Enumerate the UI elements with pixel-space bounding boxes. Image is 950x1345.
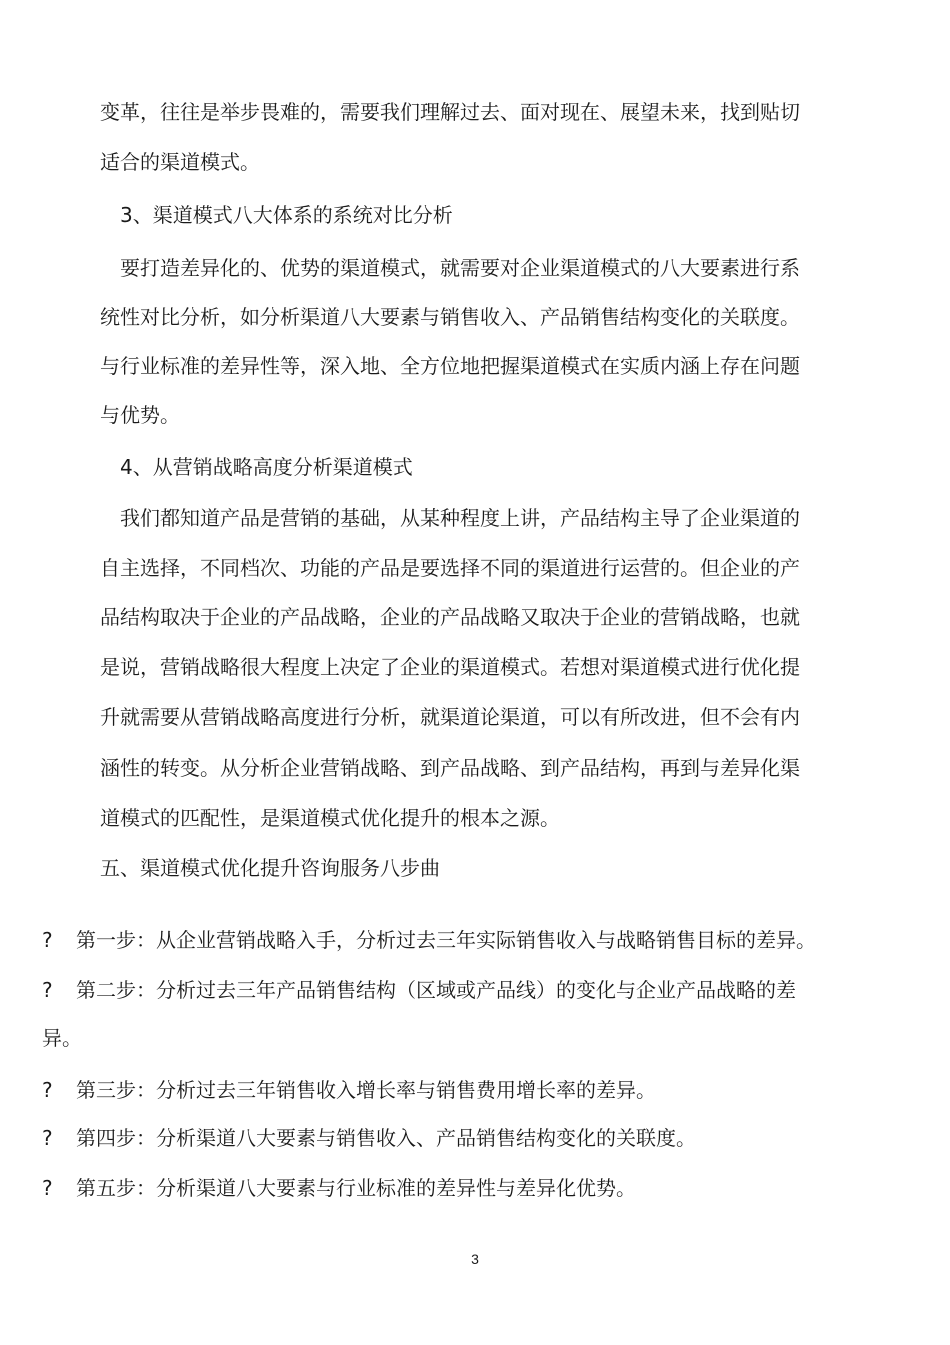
bullet-marker: ? xyxy=(42,1126,53,1150)
step-item: 第三步：分析过去三年销售收入增长率与销售费用增长率的差异。 xyxy=(76,1078,656,1102)
bullet-marker: ? xyxy=(42,978,53,1002)
step-item: 第四步：分析渠道八大要素与销售收入、产品销售结构变化的关联度。 xyxy=(76,1126,696,1150)
paragraph-line: 变革，往往是举步畏难的，需要我们理解过去、面对现在、展望未来，找到贴切 xyxy=(100,100,800,124)
section-heading-5: 五、渠道模式优化提升咨询服务八步曲 xyxy=(100,856,440,880)
step-item: 第二步：分析过去三年产品销售结构（区域或产品线）的变化与企业产品战略的差 xyxy=(76,978,796,1002)
paragraph-line: 要打造差异化的、优势的渠道模式，就需要对企业渠道模式的八大要素进行系 xyxy=(120,256,800,280)
paragraph-line: 涵性的转变。从分析企业营销战略、到产品战略、到产品结构，再到与差异化渠 xyxy=(100,756,800,780)
bullet-marker: ? xyxy=(42,1176,53,1200)
paragraph-line: 与优势。 xyxy=(100,403,180,427)
paragraph-line: 统性对比分析，如分析渠道八大要素与销售收入、产品销售结构变化的关联度。 xyxy=(100,305,800,329)
paragraph-line: 我们都知道产品是营销的基础，从某种程度上讲，产品结构主导了企业渠道的 xyxy=(120,506,800,530)
bullet-marker: ? xyxy=(42,1078,53,1102)
bullet-marker: ? xyxy=(42,928,53,952)
step-item-continuation: 异。 xyxy=(42,1026,82,1050)
step-item: 第五步：分析渠道八大要素与行业标准的差异性与差异化优势。 xyxy=(76,1176,636,1200)
step-item: 第一步：从企业营销战略入手，分析过去三年实际销售收入与战略销售目标的差异。 xyxy=(76,928,816,952)
paragraph-line: 与行业标准的差异性等，深入地、全方位地把握渠道模式在实质内涵上存在问题 xyxy=(100,354,800,378)
section-heading-3: 3、渠道模式八大体系的系统对比分析 xyxy=(120,203,453,227)
paragraph-line: 是说，营销战略很大程度上决定了企业的渠道模式。若想对渠道模式进行优化提 xyxy=(100,655,800,679)
section-heading-4: 4、从营销战略高度分析渠道模式 xyxy=(120,455,413,479)
page-number: 3 xyxy=(471,1251,479,1267)
paragraph-line: 自主选择，不同档次、功能的产品是要选择不同的渠道进行运营的。但企业的产 xyxy=(100,556,800,580)
paragraph-line: 道模式的匹配性，是渠道模式优化提升的根本之源。 xyxy=(100,806,560,830)
paragraph-line: 品结构取决于企业的产品战略，企业的产品战略又取决于企业的营销战略，也就 xyxy=(100,605,800,629)
paragraph-line: 升就需要从营销战略高度进行分析，就渠道论渠道，可以有所改进，但不会有内 xyxy=(100,705,800,729)
paragraph-line: 适合的渠道模式。 xyxy=(100,150,260,174)
